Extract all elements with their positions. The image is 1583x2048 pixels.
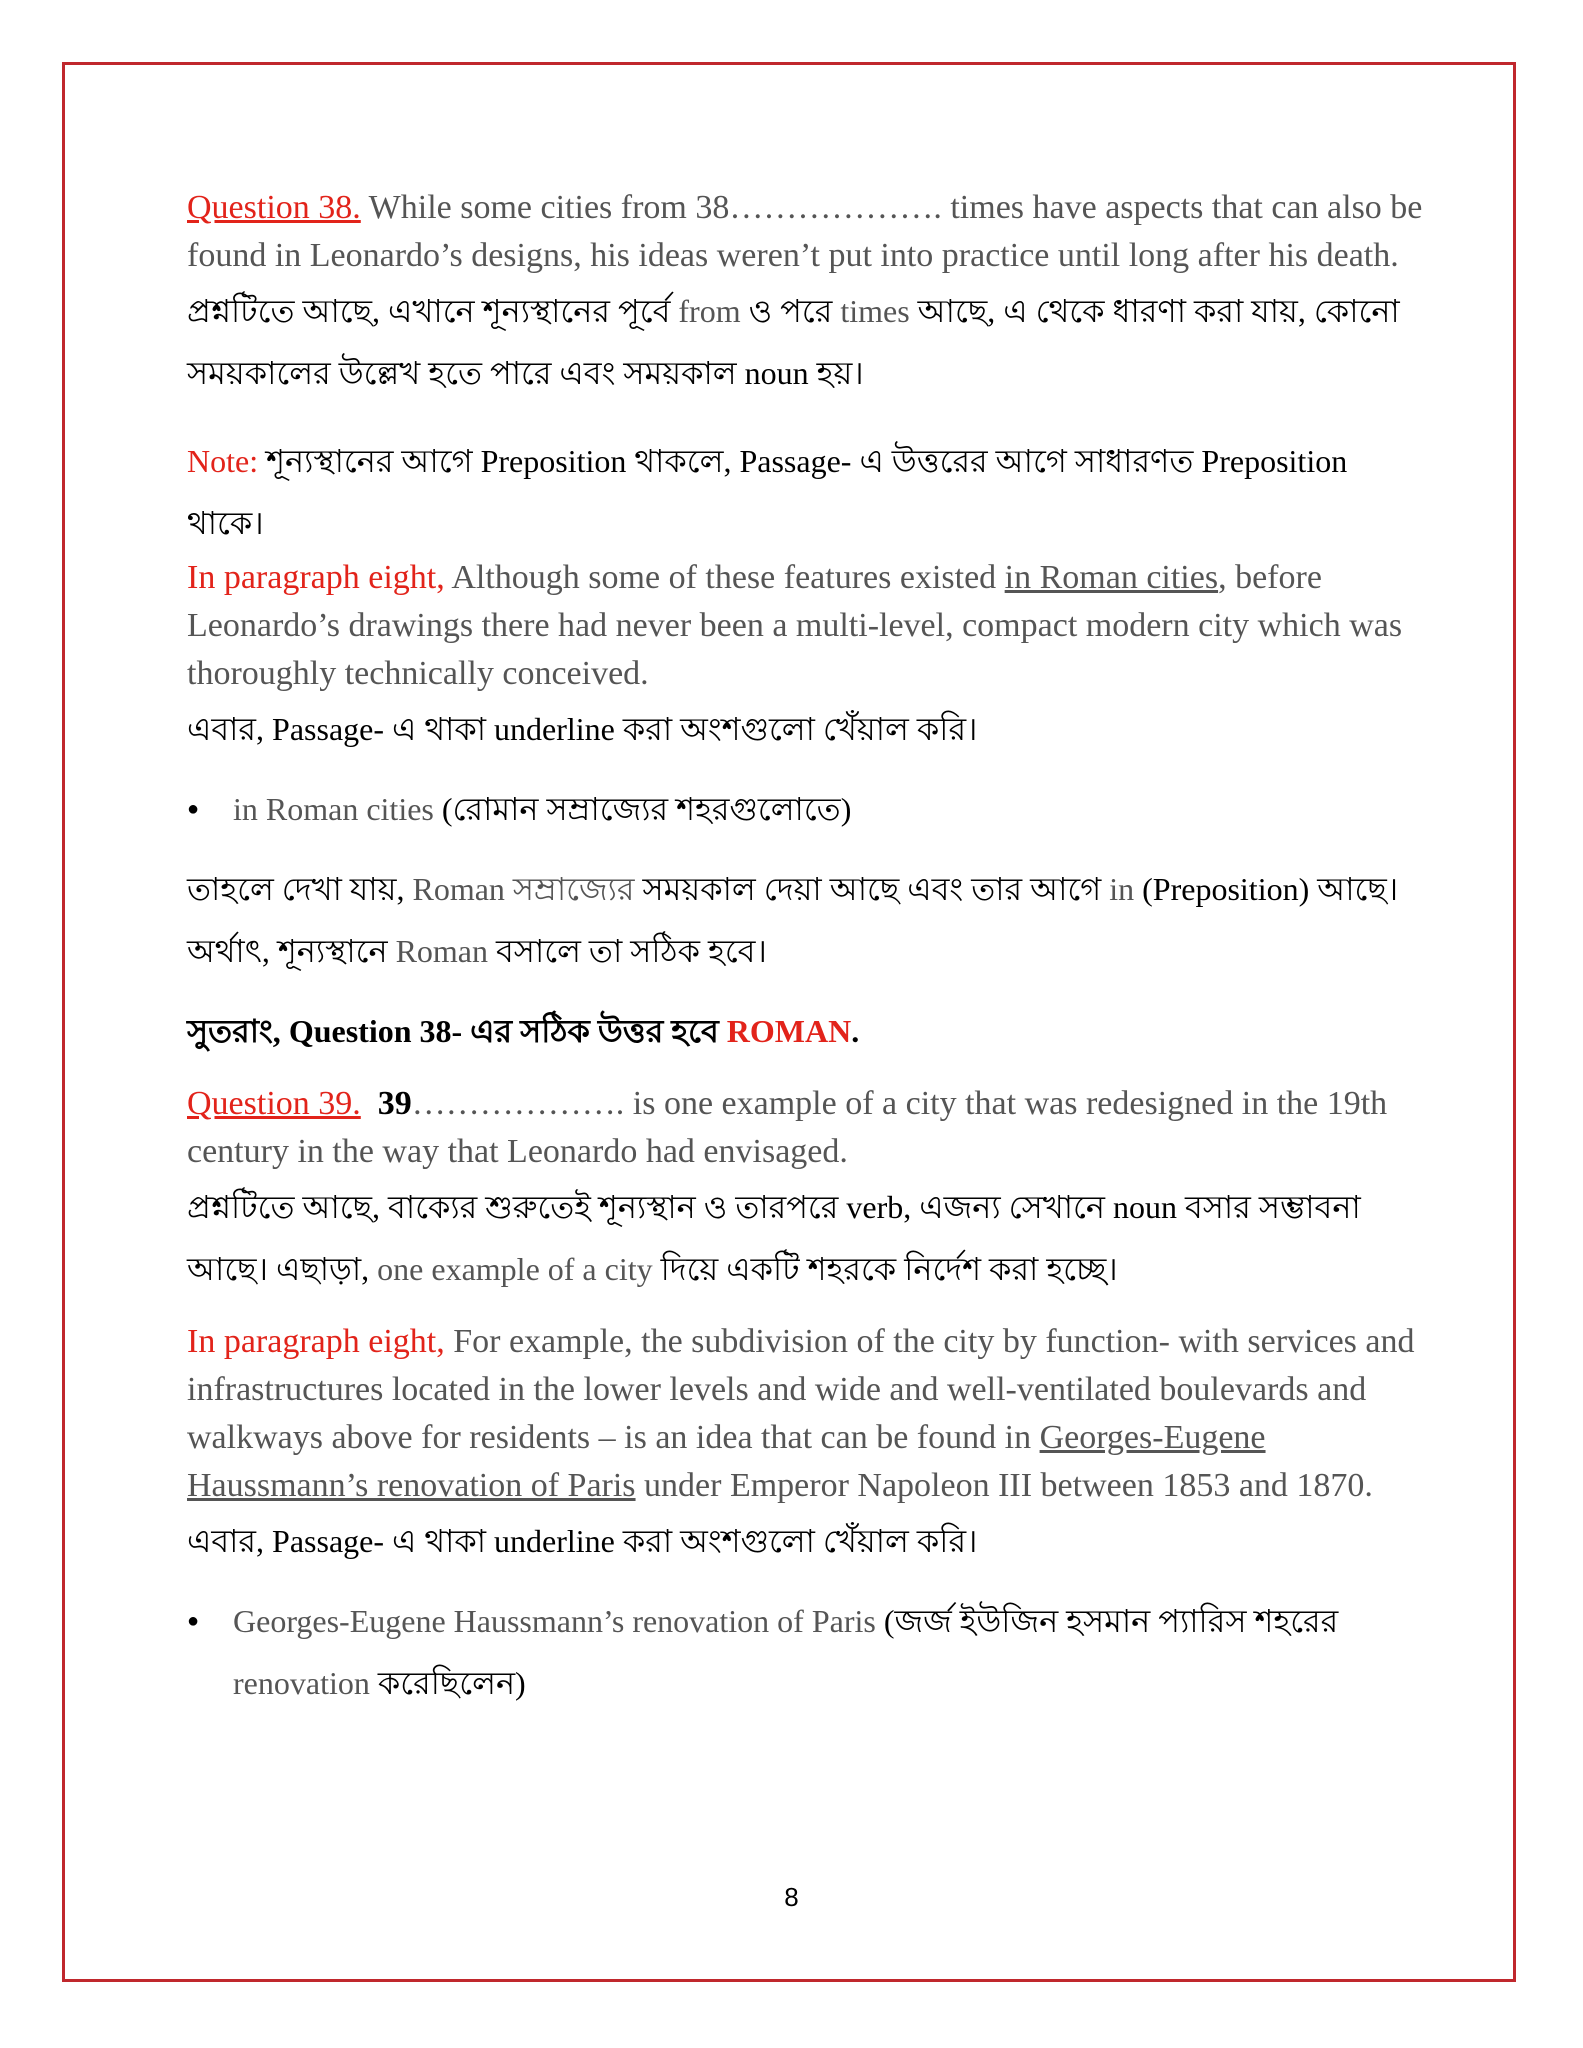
text-run: under Emperor Napoleon III between 1853 and 1870. bbox=[635, 1467, 1373, 1504]
text-run: প্রশ্নটিতে আছে, এখানে শূন্যস্থানের পূর্বে bbox=[187, 293, 679, 329]
page-number: 8 bbox=[784, 1882, 799, 1912]
list-item bbox=[187, 1590, 1427, 1714]
text-run: renovation bbox=[233, 1665, 370, 1701]
underlined-phrase: in Roman cities bbox=[1004, 559, 1219, 596]
text-run: one example of a city bbox=[377, 1251, 653, 1287]
text-run: underline bbox=[494, 1523, 615, 1559]
q38-question bbox=[187, 184, 1427, 280]
q38-text: While some cities from 38………………. times have aspects that can also be found in Leonardo’s designs, his ideas weren’t put into practice until long after his death. bbox=[187, 189, 1423, 274]
text-run: verb bbox=[846, 1189, 904, 1225]
answer-word: ROMAN bbox=[726, 1013, 852, 1049]
underlined-phrase: Georges-Eugene Haussmann’s renovation of Paris bbox=[187, 1419, 1266, 1504]
text-run: Passage- bbox=[272, 1523, 385, 1559]
q38-conclusion bbox=[187, 858, 1427, 982]
paragraph-label: In paragraph eight, bbox=[187, 1323, 445, 1360]
text-run: Preposition bbox=[1201, 443, 1348, 479]
text-run: এবার, bbox=[187, 1523, 273, 1559]
text-run: For example, the subdivision of the city by function- with services and infrastructures located in the lower levels and wide and well-ventilated boulevards and walkways above for residents – is an idea that can be found in bbox=[187, 1323, 1415, 1456]
text-run: এ উত্তরের আগে সাধারণত bbox=[851, 443, 1202, 479]
paragraph-label: In paragraph eight, bbox=[187, 559, 445, 596]
q39-paragraph-excerpt bbox=[187, 1318, 1427, 1510]
text-run: সুতরাং, bbox=[187, 1013, 289, 1049]
text-run: এ থাকা bbox=[384, 1523, 495, 1559]
text-run: ) আছে। অর্থাৎ, শূন্যস্থানে bbox=[187, 871, 1399, 969]
q39-bullet-list bbox=[187, 1590, 1427, 1714]
text-run: থাকলে, bbox=[626, 443, 740, 479]
text-run: আছে, এ থেকে ধারণা করা যায়, কোনো সময়কালের উল্লেখ হতে পারে এবং সময়কাল bbox=[187, 293, 1400, 391]
text-run: , before Leonardo’s drawings there had never been a multi-level, compact modern city which was thoroughly technically conceived. bbox=[187, 559, 1403, 692]
text-run: Passage- bbox=[272, 711, 385, 747]
q39-check-underline bbox=[187, 1510, 1427, 1572]
q39-label: Question 39. bbox=[187, 1085, 361, 1122]
text-run: দিয়ে একটি শহরকে নির্দেশ করা হচ্ছে। bbox=[652, 1251, 1118, 1287]
q39-number: 39 bbox=[377, 1085, 412, 1122]
text-run: বসালে তা সঠিক হবে। bbox=[488, 933, 767, 969]
text-run: (জর্জ ইউজিন হসমান প্যারিস শহরের bbox=[875, 1603, 1339, 1639]
q39-text: ………………. is one example of a city that was redesigned in the 19th century in the way that Leonardo had envisaged. bbox=[187, 1085, 1388, 1170]
q38-bangla-intro bbox=[187, 280, 1427, 404]
text-run: ও পরে bbox=[740, 293, 841, 329]
page-content bbox=[187, 184, 1427, 1714]
q38-paragraph-excerpt bbox=[187, 554, 1427, 698]
text-run: Passage- bbox=[739, 443, 852, 479]
q38-check-underline bbox=[187, 698, 1427, 760]
text-run: Although some of these features existed bbox=[444, 559, 1005, 596]
q38-note bbox=[187, 430, 1427, 554]
text-run: করেছিলেন) bbox=[369, 1665, 526, 1701]
q39-bangla-intro bbox=[187, 1176, 1427, 1300]
note-label: Note: bbox=[187, 443, 259, 479]
text-run: times bbox=[840, 293, 910, 329]
text-run: in bbox=[1109, 871, 1135, 907]
text-run: থাকে। bbox=[187, 505, 264, 541]
list-item bbox=[187, 778, 1427, 840]
text-run: করা অংশগুলো খেঁয়াল করি। bbox=[614, 1523, 978, 1559]
q39-question bbox=[187, 1080, 1427, 1176]
q38-bullet-list bbox=[187, 778, 1427, 840]
text-run: Roman সম্রাজ্যের bbox=[412, 871, 635, 907]
text-run: Roman bbox=[395, 933, 488, 969]
text-run: সময়কাল দেয়া আছে এবং তার আগে bbox=[634, 871, 1110, 907]
text-run: from bbox=[678, 293, 741, 329]
q38-answer bbox=[187, 1000, 1427, 1062]
text-run: এবার, bbox=[187, 711, 273, 747]
text-run: এ থাকা bbox=[384, 711, 495, 747]
text-run: করা অংশগুলো খেঁয়াল করি। bbox=[614, 711, 978, 747]
text-run: প্রশ্নটিতে আছে, বাক্যের শুরুতেই শূন্যস্থান ও তারপরে bbox=[187, 1189, 847, 1225]
text-run: . bbox=[851, 1013, 860, 1049]
text-run: Preposition bbox=[480, 443, 627, 479]
text-run: noun bbox=[1112, 1189, 1177, 1225]
text-run: বসার সম্ভাবনা আছে। এছাড়া, bbox=[187, 1189, 1361, 1287]
text-run: শূন্যস্থানের আগে bbox=[258, 443, 481, 479]
text-run: noun bbox=[744, 355, 809, 391]
text-run: , এজন্য সেখানে bbox=[903, 1189, 1113, 1225]
text-run: in Roman cities bbox=[233, 791, 434, 827]
q38-label: Question 38. bbox=[187, 189, 361, 226]
text-run: Question 38- bbox=[288, 1013, 463, 1049]
text-run: তাহলে দেখা যায়, bbox=[187, 871, 413, 907]
text-run: ( bbox=[1134, 871, 1153, 907]
text-run: Preposition bbox=[1152, 871, 1299, 907]
text-run: underline bbox=[494, 711, 615, 747]
text-run: হয়। bbox=[808, 355, 864, 391]
text-run: (রোমান সম্রাজ্যের শহরগুলোতে) bbox=[433, 791, 852, 827]
text-run: Georges-Eugene Haussmann’s renovation of Paris bbox=[233, 1603, 876, 1639]
text-run: এর সঠিক উত্তর হবে bbox=[462, 1013, 727, 1049]
